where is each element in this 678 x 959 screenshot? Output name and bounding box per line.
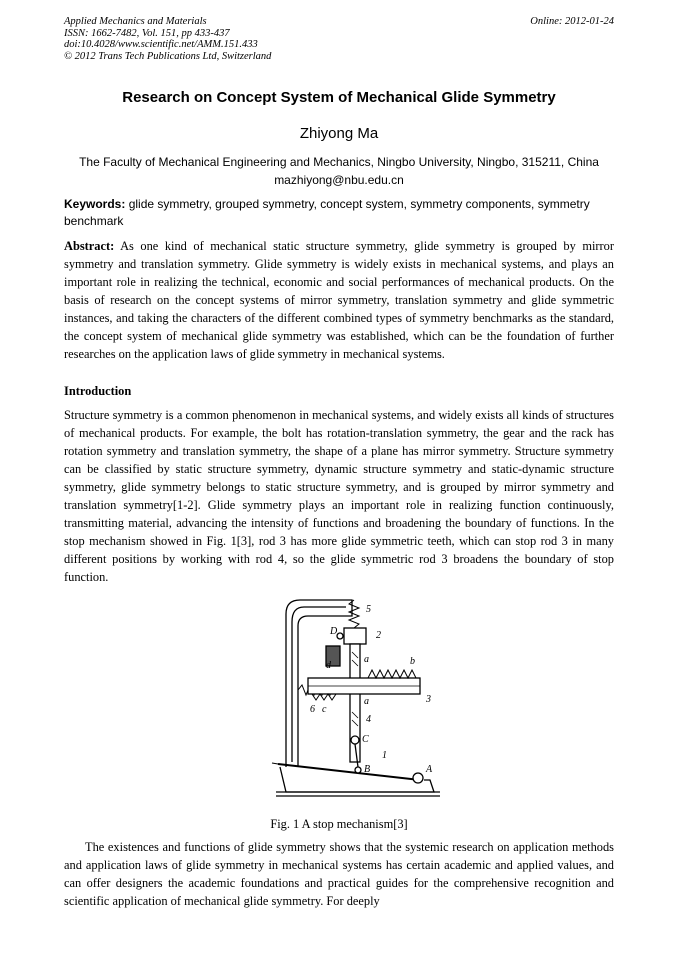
journal-meta xyxy=(64,16,271,62)
pivot-d xyxy=(337,633,343,639)
label-3: 3 xyxy=(426,694,431,705)
stop-mechanism-figure xyxy=(268,592,448,810)
abstract-text: As one kind of mechanical static structure symmetry, glide symmetry is grouped by mirror symmetry and translation symmetry. Glide symmetry is widely exists in mechanical systems, and plays an important role in realizing the technical, economic and social performances of mechanical products. On the basis of research on the concept systems of mirror symmetry, translation symmetry and glide symmetric instances, and taking the characters of the different combined types of symmetry benchmarks as the standard, the concept system of mechanical glide symmetry was established, which can be the foundation of further researches on the application laws of glide symmetry in mechanical systems. xyxy=(64,239,615,361)
label-4: 4 xyxy=(366,714,371,725)
label-a-upper: a xyxy=(364,654,369,665)
pivot-b xyxy=(355,767,361,773)
issn-line: ISSN: 1662-7482, Vol. 151, pp 433-437 xyxy=(64,27,230,39)
journal-name: Applied Mechanics and Materials xyxy=(64,16,207,27)
label-a-lower: a xyxy=(364,696,369,707)
affiliation-block xyxy=(64,153,614,189)
rack-teeth xyxy=(368,670,416,678)
label-5: 5 xyxy=(366,604,371,615)
author-name: Zhiyong Ma xyxy=(299,125,379,142)
label-2: 2 xyxy=(376,630,381,641)
intro-paragraph: Structure symmetry is a common phenomenon in mechanical systems, and widely exists all kinds of structures of mechanical products. For example, the bolt has rotation-translation symmetry, the gear and the rack has rotation symmetry and translation symmetry, the shape of a plane has mirror symmetry. Structure symmetry can be classified by static structure symmetry, dynamic structure symmetry and static-dynamic structure symmetry, glide symmetry belongs to static structure symmetry, and is grouped by mirror symmetry and translation symmetry[1-2]. Glide symmetry plays an important role in realizing function continuously, transmitting material, advancing the intensity of functions and broadening the boundary of functions. In the stop mechanism showed in Fig. 1[3], rod 3 has more glide symmetric teeth, which can stop rod 3 in many different positions by working with rod 4, so the glide symmetric rod 3 broadens the boundary of stop function. xyxy=(64,408,614,584)
label-b: b xyxy=(410,656,415,667)
abstract-label: Abstract: xyxy=(64,239,115,253)
label-d-lower: d xyxy=(326,660,331,671)
keywords-label: Keywords: xyxy=(64,197,126,211)
doi-line: doi:10.4028/www.scientific.net/AMM.151.433 xyxy=(64,39,258,50)
keywords-text: glide symmetry, grouped symmetry, concept system, symmetry components, symmetry benchmark xyxy=(64,197,590,228)
pivot-c xyxy=(351,736,359,744)
label-a-pivot: A xyxy=(426,764,433,775)
label-1: 1 xyxy=(382,750,387,761)
label-6: 6 xyxy=(310,704,315,715)
paper-title: Research on Concept System of Mechanical Glide Symmetry xyxy=(122,89,556,106)
copyright-line: © 2012 Trans Tech Publications Ltd, Switzerland xyxy=(64,50,272,62)
affiliation: The Faculty of Mechanical Engineering and Mechanics, Ningbo University, Ningbo, 315211, China xyxy=(79,155,599,169)
body-paragraph: The existences and functions of glide symmetry shows that the systemic research on application methods and application laws of glide symmetry in mechanical systems has certain academic and applied values, and can offer designers the academic foundations and practical guides for the comprehensive recognition and scientific application of mechanical glide symmetry. For deeply xyxy=(64,840,614,908)
spring-5 xyxy=(349,600,359,628)
section-heading-introduction: Introduction xyxy=(64,384,132,398)
lever-1 xyxy=(278,764,420,780)
label-d-upper: D xyxy=(330,626,338,637)
label-c-lower: c xyxy=(322,704,327,715)
online-date: Online: 2012-01-24 xyxy=(530,16,614,27)
block-2 xyxy=(344,628,366,644)
label-c-pivot: C xyxy=(362,734,369,745)
pivot-a xyxy=(413,773,423,783)
figure-caption: Fig. 1 A stop mechanism[3] xyxy=(270,817,408,831)
keywords-block xyxy=(64,196,614,230)
label-b-pivot: B xyxy=(364,764,371,775)
author-email: mazhiyong@nbu.edu.cn xyxy=(274,173,404,187)
abstract-block xyxy=(64,237,614,363)
